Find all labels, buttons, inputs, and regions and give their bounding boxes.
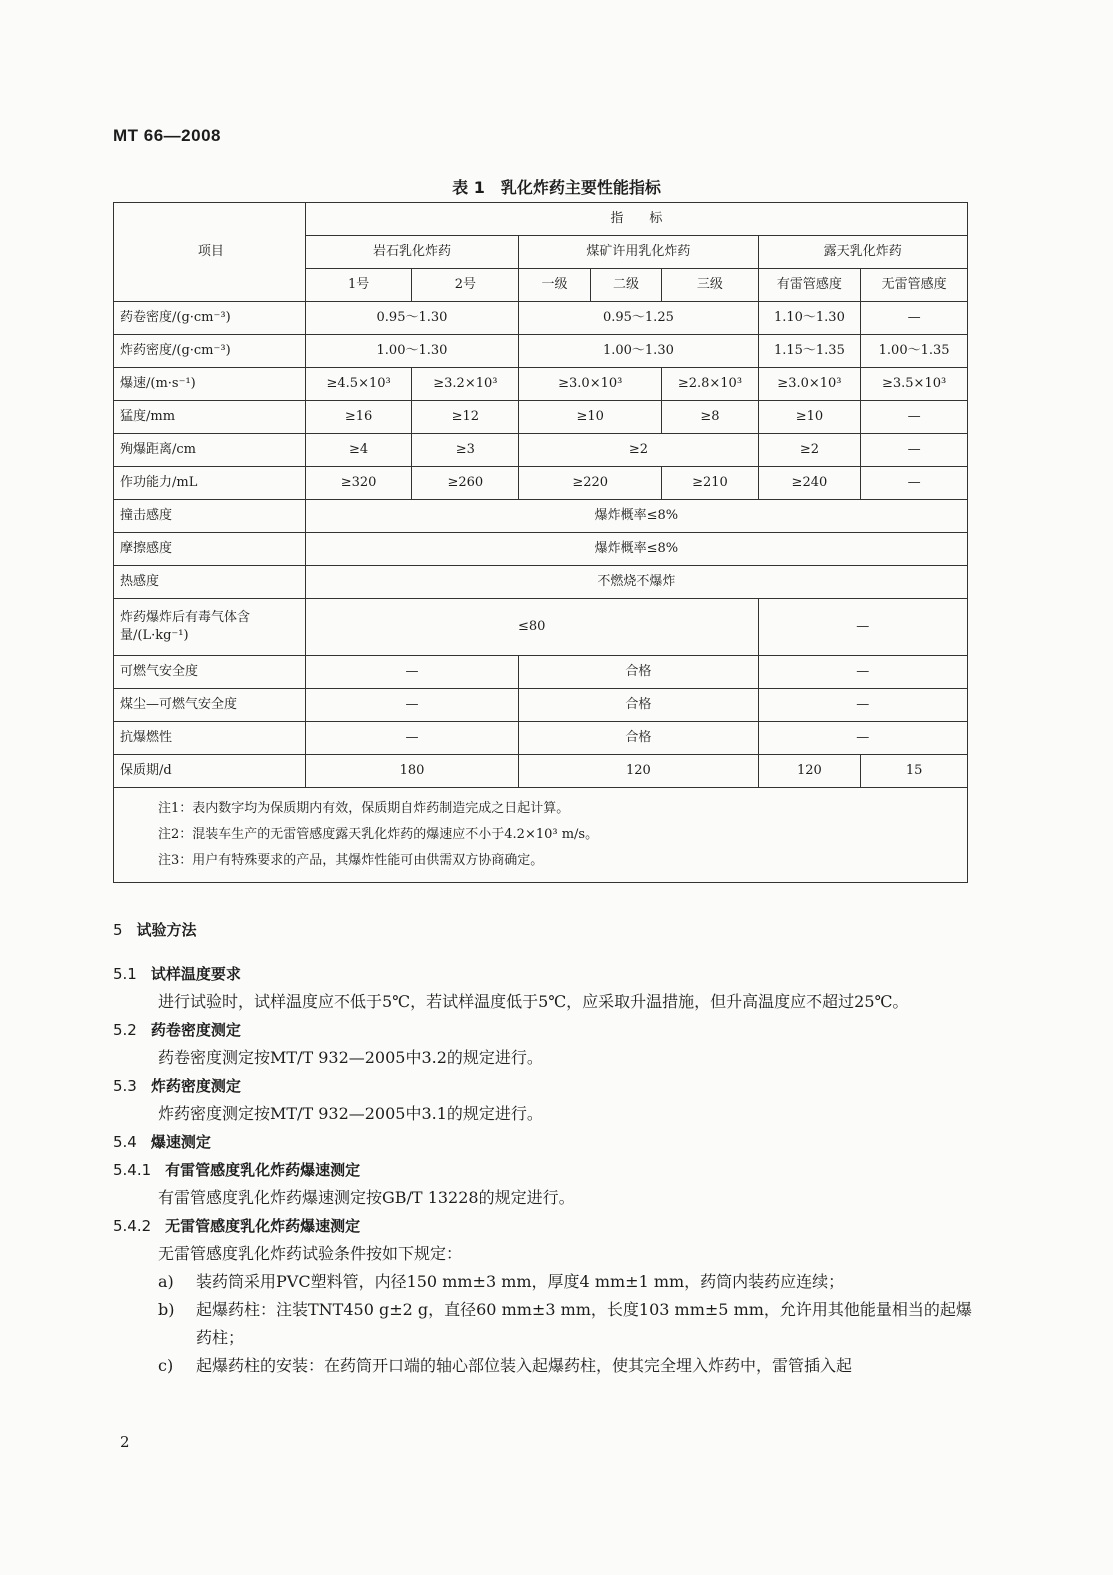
note: 注3：用户有特殊要求的产品，其爆炸性能可由供需双方协商确定。: [158, 853, 544, 868]
table-cell: 不燃烧不爆炸: [305, 566, 967, 599]
section-number: 5.3: [113, 1077, 137, 1095]
table-cell: 15: [861, 755, 968, 788]
table-cell: ≥8: [662, 401, 758, 434]
paragraph: 炸药密度测定按MT/T 932—2005中3.1的规定进行。: [158, 1104, 543, 1123]
section-heading: [113, 1016, 983, 1044]
table-cell: —: [305, 722, 519, 755]
row-label: 药卷密度/(g·cm⁻³): [114, 302, 306, 335]
section-title: 无雷管感度乳化炸药爆速测定: [165, 1217, 361, 1235]
section-title: 试样温度要求: [150, 965, 241, 983]
table-cell: —: [305, 656, 519, 689]
table-cell: 1.10～1.30: [758, 302, 861, 335]
table-cell: 合格: [519, 656, 758, 689]
row-label: 炸药爆炸后有毒气体含量/(L·kg⁻¹): [114, 599, 306, 656]
table-cell: ≥260: [412, 467, 519, 500]
row-label: 抗爆燃性: [114, 722, 306, 755]
table-row: [114, 599, 968, 656]
section-heading: [113, 1072, 983, 1100]
table-cell: ≥3.0×10³: [758, 368, 861, 401]
header-sub: 2号: [412, 269, 519, 302]
list-item: [113, 1296, 983, 1352]
row-label: 炸药密度/(g·cm⁻³): [114, 335, 306, 368]
standard-code: MT 66—2008: [113, 126, 221, 145]
table-cell: —: [861, 467, 968, 500]
row-label: 摩擦感度: [114, 533, 306, 566]
section-5-1: [113, 960, 983, 1380]
header-sub: 有雷管感度: [758, 269, 861, 302]
section-number: 5.4.2: [113, 1217, 152, 1235]
table-cell: 0.95～1.25: [519, 302, 758, 335]
table-cell: 爆炸概率≤8%: [305, 533, 967, 566]
section-heading: [113, 916, 983, 944]
list-text: 起爆药柱：注装TNT450 g±2 g，直径60 mm±3 mm，长度103 mm±5 mm，允许用其他能量相当的起爆药柱；: [196, 1300, 972, 1347]
section-number: 5.1: [113, 965, 137, 983]
row-label: 可燃气安全度: [114, 656, 306, 689]
table-cell: 合格: [519, 689, 758, 722]
table-cell: ≥10: [758, 401, 861, 434]
section-number: 5.4.1: [113, 1161, 152, 1179]
table-cell: —: [758, 722, 967, 755]
table-row: [114, 500, 968, 533]
header-sub: 二级: [590, 269, 662, 302]
paragraph: 无雷管感度乳化炸药试验条件按如下规定：: [158, 1244, 463, 1263]
section-number: 5: [113, 921, 123, 939]
table-cell: 1.00～1.30: [519, 335, 758, 368]
table-row: [114, 368, 968, 401]
table-cell: ≥2: [758, 434, 861, 467]
row-label: 猛度/mm: [114, 401, 306, 434]
table-cell: ≥210: [662, 467, 758, 500]
row-label: 煤尘—可燃气安全度: [114, 689, 306, 722]
header-group-coal: 煤矿许用乳化炸药: [519, 236, 758, 269]
list-text: 起爆药柱的安装：在药筒开口端的轴心部位装入起爆药柱，使其完全埋入炸药中，雷管插入起: [196, 1356, 853, 1375]
table-cell: ≥3.2×10³: [412, 368, 519, 401]
section-5: [113, 916, 983, 944]
header-item: 项目: [114, 203, 306, 302]
table-row: [114, 689, 968, 722]
table-cell: ≤80: [305, 599, 758, 656]
paragraph: 进行试验时，试样温度应不低于5℃，若试样温度低于5℃，应采取升温措施，但升高温度应不超过25℃。: [158, 992, 909, 1011]
table-cell: 120: [519, 755, 758, 788]
table-cell: 120: [758, 755, 861, 788]
list-label: b): [158, 1300, 175, 1319]
row-label: 撞击感度: [114, 500, 306, 533]
table-cell: 0.95～1.30: [305, 302, 519, 335]
table-row: [114, 467, 968, 500]
table-row: [114, 434, 968, 467]
table-cell: ≥3.0×10³: [519, 368, 662, 401]
row-label: 殉爆距离/cm: [114, 434, 306, 467]
header-index: 指 标: [305, 203, 967, 236]
table-cell: —: [758, 599, 967, 656]
paragraph: 药卷密度测定按MT/T 932—2005中3.2的规定进行。: [158, 1048, 543, 1067]
table-cell: ≥2.8×10³: [662, 368, 758, 401]
performance-table: [113, 202, 968, 883]
section-heading: [113, 1156, 983, 1184]
section-title: 炸药密度测定: [150, 1077, 241, 1095]
list-label: c): [158, 1356, 174, 1375]
table-cell: ≥220: [519, 467, 662, 500]
notes-cell: [114, 788, 968, 883]
table-cell: ≥2: [519, 434, 758, 467]
paragraph: 有雷管感度乳化炸药爆速测定按GB/T 13228的规定进行。: [158, 1188, 575, 1207]
table-row: [114, 401, 968, 434]
row-label: 热感度: [114, 566, 306, 599]
table-cell: ≥3: [412, 434, 519, 467]
table-cell: ≥12: [412, 401, 519, 434]
section-heading: [113, 1212, 983, 1240]
note: 注2：混装车生产的无雷管感度露天乳化炸药的爆速应不小于4.2×10³ m/s。: [158, 827, 599, 842]
table-cell: 1.00～1.35: [861, 335, 968, 368]
header-sub: 一级: [519, 269, 591, 302]
row-label: 作功能力/mL: [114, 467, 306, 500]
list-text: 装药筒采用PVC塑料管，内径150 mm±3 mm，厚度4 mm±1 mm，药筒内装药应连续；: [196, 1272, 845, 1291]
list-item: [113, 1352, 983, 1380]
row-label: 保质期/d: [114, 755, 306, 788]
table-cell: ≥240: [758, 467, 861, 500]
table-cell: 180: [305, 755, 519, 788]
table-row: [114, 656, 968, 689]
header-sub: 三级: [662, 269, 758, 302]
list-label: a): [158, 1272, 174, 1291]
note: 注1：表内数字均为保质期内有效，保质期自炸药制造完成之日起计算。: [158, 801, 570, 816]
section-title: 爆速测定: [150, 1133, 211, 1151]
section-number: 5.4: [113, 1133, 137, 1151]
header-sub: 无雷管感度: [861, 269, 968, 302]
header-group-rock: 岩石乳化炸药: [305, 236, 519, 269]
section-heading: [113, 1128, 983, 1156]
table-cell: ≥3.5×10³: [861, 368, 968, 401]
table-cell: —: [758, 689, 967, 722]
header-group-open: 露天乳化炸药: [758, 236, 967, 269]
section-number: 5.2: [113, 1021, 137, 1039]
table-cell: ≥10: [519, 401, 662, 434]
table-cell: —: [861, 401, 968, 434]
table-cell: ≥4.5×10³: [305, 368, 412, 401]
table-title: 表 1 乳化炸药主要性能指标: [452, 178, 661, 197]
table-cell: 1.00～1.30: [305, 335, 519, 368]
table-row: [114, 335, 968, 368]
table-cell: ≥4: [305, 434, 412, 467]
table-cell: —: [758, 656, 967, 689]
table-row: [114, 755, 968, 788]
table-cell: ≥320: [305, 467, 412, 500]
table-cell: ≥16: [305, 401, 412, 434]
section-title: 有雷管感度乳化炸药爆速测定: [165, 1161, 361, 1179]
row-label: 爆速/(m·s⁻¹): [114, 368, 306, 401]
table-notes: [114, 788, 968, 883]
table-cell: 合格: [519, 722, 758, 755]
section-heading: [113, 960, 983, 988]
table-cell: 爆炸概率≤8%: [305, 500, 967, 533]
section-title: 试验方法: [136, 921, 197, 939]
table-row: [114, 302, 968, 335]
header-sub: 1号: [305, 269, 412, 302]
page-number: 2: [120, 1433, 130, 1451]
table-row: [114, 722, 968, 755]
table-cell: —: [305, 689, 519, 722]
table-cell: —: [861, 302, 968, 335]
table-cell: —: [861, 434, 968, 467]
list-item: [113, 1268, 983, 1296]
table-cell: 1.15～1.35: [758, 335, 861, 368]
table-row: [114, 566, 968, 599]
section-title: 药卷密度测定: [150, 1021, 241, 1039]
table-row: [114, 533, 968, 566]
